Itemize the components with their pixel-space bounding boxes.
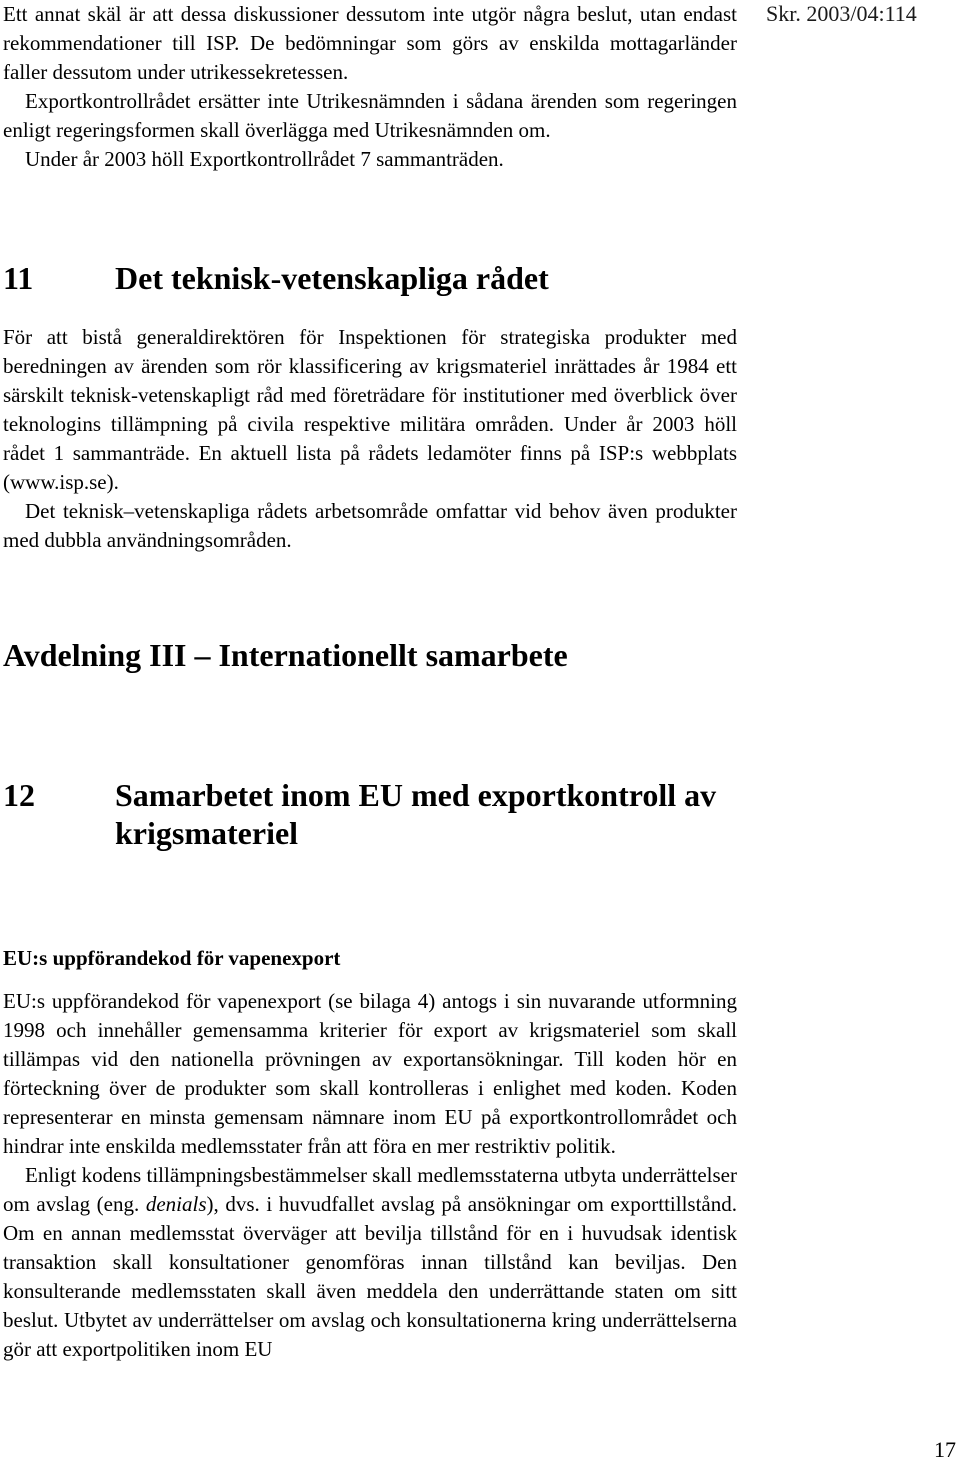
paragraph-2-text-end: ), dvs. i huvudfallet avslag på ansökningar om exporttillstånd. Om en annan medlemsstat överväger att bevilja tillstånd för en i huvudsak identisk transaktion skall konsultationer genomföras innan tillstånd kan beviljas. Den konsulterande medlemsstaten skall även meddela den underrättande staten om sitt beslut. Utbytet av underrättelser om avslag och konsultationerna kring underrättelserna gör att exportpolitiken inom EU bbox=[3, 1192, 737, 1361]
section-11-number: 11 bbox=[3, 260, 34, 296]
section-12-heading bbox=[3, 776, 737, 852]
page-body bbox=[3, 0, 737, 1364]
subheading-code-of-conduct: EU:s uppförandekod för vapenexport bbox=[3, 946, 341, 970]
section-11-paragraph-2: Det teknisk–vetenskapliga rådets arbetsområde omfattar vid behov även produkter med dubbla användningsområden. bbox=[3, 499, 737, 552]
page-number: 17 bbox=[934, 1437, 956, 1462]
section-12-paragraph-1: EU:s uppförandekod för vapenexport (se bilaga 4) antogs i sin nuvarande utformning 1998 och innehåller gemensamma kriterier för export av krigsmateriel som skall tillämpas vid den nationella prövningen av exportansökningar. Till koden hör en förteckning över de produkter som skall kontrolleras i enlighet med koden. Koden representerar en minsta gemensam nämnare inom EU på exportkontrollområdet och hindrar inte enskilda medlemsstater från att föra en mer restriktiv politik. bbox=[3, 989, 737, 1158]
section-12-title: Samarbetet inom EU med exportkontroll av krigsmateriel bbox=[115, 777, 717, 851]
section-12-paragraph-2 bbox=[3, 1161, 737, 1364]
paragraph-intro-1: Ett annat skäl är att dessa diskussioner dessutom inte utgör några beslut, utan endast rekommendationer till ISP. De bedömningar som görs av enskilda mottagarländer faller dessutom under utrikessekretessen. bbox=[3, 2, 737, 84]
section-11-title: Det teknisk-vetenskapliga rådet bbox=[115, 260, 549, 296]
paragraph-2-italic-term: denials bbox=[145, 1192, 207, 1216]
paragraph-intro-3: Under år 2003 höll Exportkontrollrådet 7 sammanträden. bbox=[25, 147, 504, 171]
section-11-heading bbox=[3, 259, 737, 297]
section-12-number: 12 bbox=[3, 777, 35, 813]
section-11-paragraph-1: För att bistå generaldirektören för Inspektionen för strategiska produkter med beredningen av ärenden som rör klassificering av krigsmateriel inrättades år 1984 ett särskilt teknisk-vetenskapligt råd med företrädare för institutioner med överblick över teknologins tillämpning på civila respektive militära områden. Under år 2003 höll rådet 1 sammanträde. En aktuell lista på rådets ledamöter finns på ISP:s webbplats (www.isp.se). bbox=[3, 325, 737, 494]
paragraph-2-text-start: Enligt kodens tillämpningsbestämmelser skall medlemsstaterna utbyta underrättelser om avslag (eng. bbox=[3, 1163, 737, 1216]
paragraph-intro-2: Exportkontrollrådet ersätter inte Utrikesnämnden i sådana ärenden som regeringen enligt regeringsformen skall överlägga med Utrikesnämnden om. bbox=[3, 89, 737, 142]
part-heading: Avdelning III – Internationellt samarbete bbox=[3, 637, 568, 673]
document-reference: Skr. 2003/04:114 bbox=[766, 1, 917, 26]
